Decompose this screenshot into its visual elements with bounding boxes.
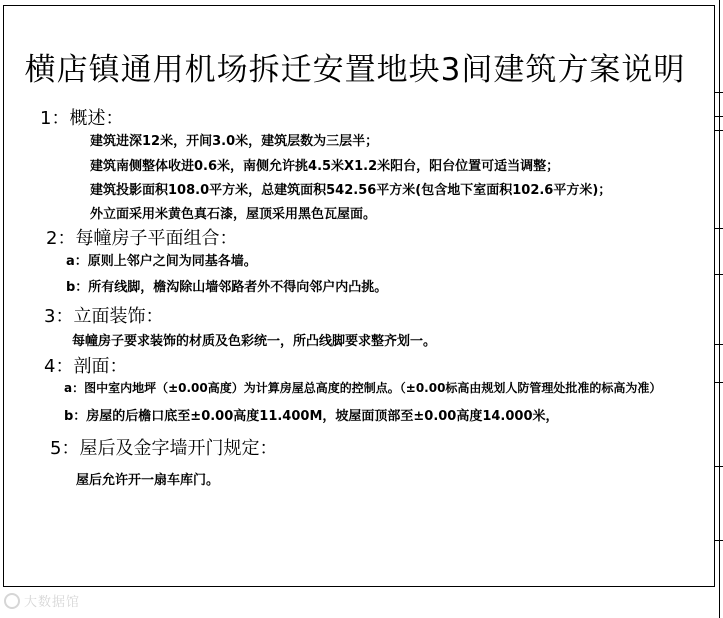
right-edge-tick bbox=[715, 116, 723, 117]
drawing-frame bbox=[3, 5, 715, 587]
plan-layout-line: a：原则上邻户之间为同基各墙。 bbox=[66, 254, 257, 269]
right-edge-tick bbox=[715, 382, 723, 383]
section-heading-section-view: 4：剖面： bbox=[44, 356, 128, 377]
watermark-text: 大数据馆 bbox=[24, 595, 81, 610]
watermark bbox=[4, 591, 80, 610]
facade-line: 每幢房子要求装饰的材质及色彩统一，所凸线脚要求整齐划一。 bbox=[72, 334, 437, 349]
section-heading-plan-layout: 2：每幢房子平面组合： bbox=[46, 228, 238, 249]
overview-line: 建筑投影面积108.0平方米，总建筑面积542.56平方米(包含地下室面积102.6平方米)； bbox=[90, 183, 612, 198]
section-heading-facade: 3：立面装饰： bbox=[44, 306, 164, 327]
overview-line: 建筑南侧整体收进0.6米，南侧允许挑4.5米X1.2米阳台，阳台位置可适当调整； bbox=[90, 159, 560, 174]
section-view-line: a：图中室内地坪（±0.00高度）为计算房屋总高度的控制点。（±0.00标高由规划人防管理处批准的标高为准） bbox=[64, 381, 662, 395]
right-edge-tick bbox=[715, 228, 723, 229]
right-edge-tick bbox=[715, 130, 723, 131]
section-heading-rear-openings: 5：屋后及金字墙开门规定： bbox=[50, 438, 278, 459]
right-edge-tick bbox=[715, 466, 723, 467]
overview-line: 建筑进深12米，开间3.0米，建筑层数为三层半； bbox=[90, 134, 379, 149]
right-edge-tick bbox=[715, 274, 723, 275]
right-edge-tick bbox=[715, 344, 723, 345]
section-heading-overview: 1：概述： bbox=[40, 108, 124, 129]
plan-layout-line: b：所有线脚，檐沟除山墙邻路者外不得向邻户内凸挑。 bbox=[66, 280, 388, 295]
right-edge-tick bbox=[715, 92, 723, 93]
overview-line: 外立面采用米黄色真石漆，屋顶采用黑色瓦屋面。 bbox=[90, 207, 377, 222]
rear-openings-line: 屋后允许开一扇车库门。 bbox=[76, 473, 220, 488]
document-title: 横店镇通用机场拆迁安置地块3间建筑方案说明 bbox=[24, 52, 686, 88]
watermark-logo-icon bbox=[4, 593, 20, 609]
section-view-line: b：房屋的后檐口底至±0.00高度11.400M，坡屋面顶部至±0.00高度14.000米， bbox=[64, 409, 559, 424]
right-edge-tick bbox=[715, 540, 723, 541]
